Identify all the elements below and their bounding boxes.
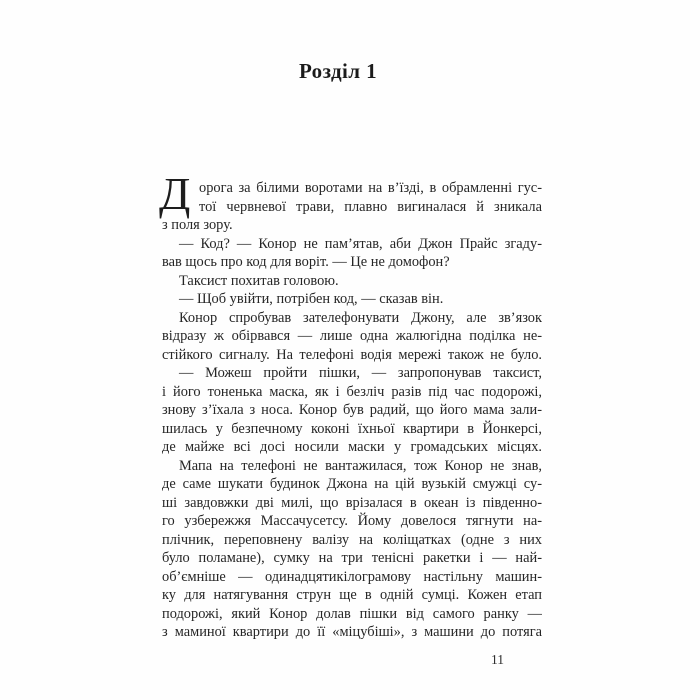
drop-cap: Д: [159, 168, 191, 219]
text-line: Конор спробував зателефонувати Джону, але зв’язок: [179, 309, 542, 326]
text-line: Мапа на телефоні не вантажилася, тож Конор не знав,: [179, 457, 542, 474]
text-line: з поля зору.: [162, 217, 233, 233]
body-text: [159, 168, 542, 642]
text-line: шилась у безпечному коконі їхньої квартири в Йонкерсі,: [162, 420, 542, 437]
text-line: об’ємніше — одинадцятикілограмову настільну машин-: [162, 568, 542, 585]
text-line: — Код? — Конор не пам’ятав, аби Джон Прайс згаду-: [179, 235, 542, 252]
chapter-title: Розділ 1: [298, 59, 378, 83]
text-line: знову з’їхала з носа. Конор був радий, що його мама зали-: [162, 402, 542, 418]
page-number: 11: [491, 652, 504, 667]
text-line: де майже всі досі носили маски у громадських місцях.: [162, 439, 542, 455]
text-line: — Можеш пройти пішки, — запропонував таксист,: [179, 365, 542, 381]
text-line: де саме шукати будинок Джона на цій вузькій смужці су-: [162, 476, 542, 492]
text-line: тої червневої трави, плавно вигиналася й зникала: [199, 198, 542, 215]
text-line: було поламане), сумку на три тенісні ракетки і — най-: [162, 550, 542, 566]
text-line: відразу ж обірвався — лише одна жалюгідна поділка не-: [162, 328, 542, 344]
text-line: з маминої квартири до її «міцубіші», з машини до потяга: [162, 624, 542, 640]
text-line: подорожі, який Конор долав пішки від самого ранку —: [162, 605, 542, 622]
text-line: вав щось про код для воріт. — Це не домофон?: [162, 254, 450, 270]
text-line: Таксист похитав головою.: [179, 272, 339, 289]
text-line: — Щоб увійти, потрібен код, — сказав він.: [179, 291, 444, 307]
text-line: орога за білими воротами на в’їзді, в обрамленні гус-: [199, 180, 542, 196]
text-line: го узбережжя Массачусетсу. Йому довелося тягнути на-: [162, 513, 542, 529]
text-line: стійкого сигналу. На телефоні водія мережі також не було.: [162, 346, 542, 363]
text-line: ші завдовжки дві милі, що врізалася в океан із південно-: [162, 494, 542, 511]
text-line: і його тоненька маска, як і безліч разів під час подорожі,: [162, 383, 542, 400]
text-line: ку для натягування струн ще в одній сумці. Кожен етап: [162, 587, 542, 603]
text-line: плічник, переповнену валізу на коліщатках (одне з них: [162, 531, 542, 548]
